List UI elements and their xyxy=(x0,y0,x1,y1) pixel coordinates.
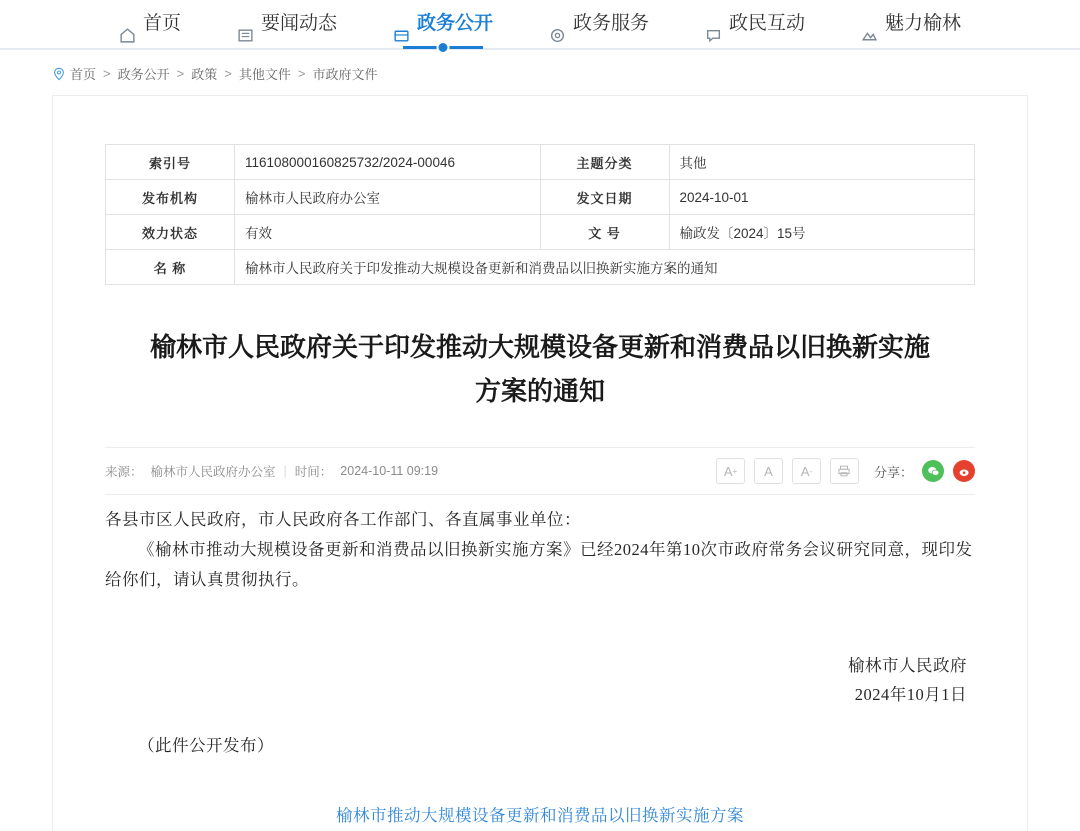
printer-icon[interactable] xyxy=(830,458,859,484)
breadcrumb-item-4[interactable]: 市政府文件 xyxy=(312,67,378,82)
meta-label: 文 号 xyxy=(540,215,669,250)
attachment-link[interactable]: 榆林市推动大规模设备更新和消费品以旧换新实施方案 xyxy=(336,806,744,825)
meta-value-document-name: 榆林市人民政府关于印发推动大规模设备更新和消费品以旧换新实施方案的通知 xyxy=(235,250,975,285)
nav-label: 要闻动态 xyxy=(260,13,337,34)
source-label: 来源： xyxy=(105,465,143,479)
font-size-letter: A xyxy=(800,463,810,479)
font-normal-button[interactable] xyxy=(754,458,783,484)
publish-note: （此件公开发布） xyxy=(138,736,274,755)
font-size-letter: A xyxy=(723,463,733,479)
body-paragraph: 各县市区人民政府，市人民政府各工作部门、各直属事业单位： xyxy=(105,510,581,529)
body-paragraph: 《榆林市推动大规模设备更新和消费品以旧换新实施方案》已经2024年第10次市政府常务会议研究同意，现印发给你们，请认真贯彻执行。 xyxy=(105,540,973,589)
home-icon xyxy=(119,16,136,33)
nav-label: 魅力榆林 xyxy=(885,13,962,34)
font-size-sign: + xyxy=(732,466,738,476)
signature-block xyxy=(105,651,975,709)
font-increase-button[interactable] xyxy=(716,458,745,484)
nav-active-dot xyxy=(436,41,449,54)
table-row xyxy=(106,180,975,215)
meta-value: 有效 xyxy=(235,215,541,250)
news-icon xyxy=(237,16,254,33)
nav-item-government-disclosure[interactable] xyxy=(365,1,521,47)
signature-organization: 榆林市人民政府 xyxy=(848,656,967,675)
page-title: 榆林市人民政府关于印发推动大规模设备更新和消费品以旧换新实施方案的通知 xyxy=(149,332,930,406)
landscape-icon xyxy=(861,16,878,33)
breadcrumb-separator: > xyxy=(176,66,185,81)
meta-value: 116108000160825732/2024-00046 xyxy=(235,145,541,180)
meta-label: 发布机构 xyxy=(106,180,235,215)
signature-date: 2024年10月1日 xyxy=(854,685,967,704)
breadcrumb xyxy=(0,50,1080,95)
meta-label: 主题分类 xyxy=(540,145,669,180)
folder-icon xyxy=(393,16,410,33)
breadcrumb-separator: > xyxy=(224,66,232,81)
time-label: 时间： xyxy=(294,465,333,479)
breadcrumb-item-1[interactable]: 政务公开 xyxy=(117,67,170,82)
nav-label: 首页 xyxy=(142,13,181,34)
meta-label: 发文日期 xyxy=(540,180,669,215)
breadcrumb-item-3[interactable]: 其他文件 xyxy=(238,67,291,82)
breadcrumb-separator: > xyxy=(297,66,306,81)
document-metadata-table xyxy=(105,144,975,285)
share-label: 分享： xyxy=(873,464,913,480)
meta-label: 名 称 xyxy=(106,250,235,285)
meta-label: 效力状态 xyxy=(106,215,235,250)
article-toolbar xyxy=(105,447,975,495)
source-value: 榆林市人民政府办公室 xyxy=(150,465,276,479)
meta-label: 索引号 xyxy=(106,145,235,180)
nav-label: 政民互动 xyxy=(729,13,806,34)
nav-item-public-interaction[interactable] xyxy=(677,1,833,47)
breadcrumb-separator: > xyxy=(103,66,111,81)
nav-label: 政务服务 xyxy=(573,13,650,34)
breadcrumb-item-0[interactable]: 首页 xyxy=(70,67,97,82)
article-body xyxy=(105,495,975,831)
font-size-sign: - xyxy=(809,466,813,476)
location-icon xyxy=(52,67,65,80)
wechat-share-icon[interactable] xyxy=(922,460,944,482)
main-navigation xyxy=(0,0,1080,50)
table-row xyxy=(106,215,975,250)
table-row xyxy=(106,145,975,180)
time-value: 2024-10-11 09:19 xyxy=(340,464,439,478)
article-source-info xyxy=(105,462,438,480)
gear-icon xyxy=(549,16,566,33)
font-decrease-button[interactable] xyxy=(792,458,821,484)
document-card xyxy=(52,95,1028,831)
nav-item-government-services[interactable] xyxy=(521,1,677,47)
toolbar-divider: | xyxy=(283,464,287,478)
nav-item-news[interactable] xyxy=(209,1,365,47)
nav-item-home[interactable] xyxy=(91,1,209,47)
nav-label: 政务公开 xyxy=(416,13,493,34)
table-row xyxy=(106,250,975,285)
weibo-share-icon[interactable] xyxy=(953,460,975,482)
font-size-letter: A xyxy=(764,463,773,479)
breadcrumb-item-2[interactable]: 政策 xyxy=(191,67,218,82)
article-tools xyxy=(716,458,975,484)
meta-value: 其他 xyxy=(669,145,975,180)
chat-icon xyxy=(705,16,722,33)
meta-value: 榆政发〔2024〕15号 xyxy=(669,215,975,250)
nav-item-charming-yulin[interactable] xyxy=(833,1,989,47)
meta-value: 榆林市人民政府办公室 xyxy=(235,180,541,215)
meta-value: 2024-10-01 xyxy=(669,180,975,215)
